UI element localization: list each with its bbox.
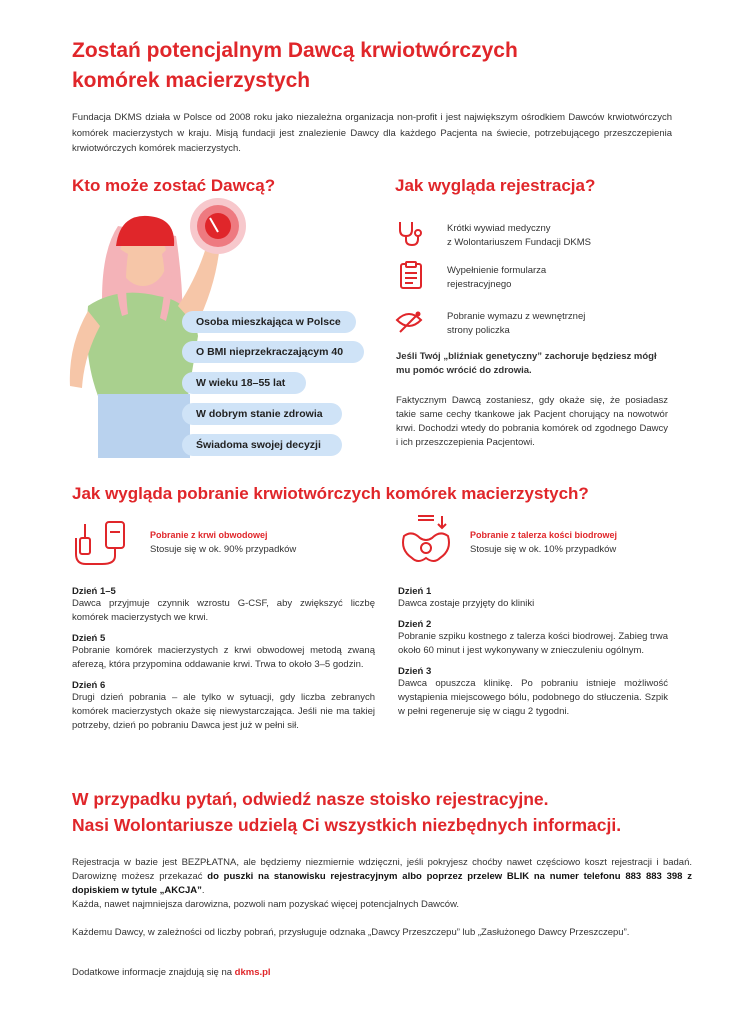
day-text: Pobranie komórek macierzystych z krwi obwodowej metodą zwaną aferezą, która przypomina oddawanie krwi. Trwa to około 3–5 godzin.: [72, 645, 375, 670]
left-method-usage: Stosuje się w ok. 90% przypadków: [150, 544, 297, 555]
day-text: Dawca przyjmuje czynnik wzrostu G-CSF, aby zwiększyć liczbę komórek macierzystych we krwi.: [72, 598, 375, 623]
day-title: Dzień 2: [398, 619, 432, 630]
cta-block: [72, 786, 712, 838]
title-line-2: komórek macierzystych: [72, 69, 311, 92]
more-info: Dodatkowe informacje znajdują się na dkms.pl: [72, 967, 271, 978]
day-text: Dawca zostaje przyjęty do kliniki: [398, 598, 535, 609]
criterion-pill: Świadoma swojej decyzji: [182, 434, 342, 456]
badge-note: Każdemu Dawcy, w zależności od liczby pobrań, przysługuje odznaka „Dawcy Przeszczepu” lub „Zasłużonego Dawcy Przeszczepu”.: [72, 927, 630, 938]
registration-step-1: Krótki wywiad medyczny z Wolontariuszem Fundacji DKMS: [447, 223, 591, 248]
criterion-pill: Osoba mieszkająca w Polsce: [182, 311, 356, 333]
criterion-pill: W dobrym stanie zdrowia: [182, 403, 342, 425]
dkms-link[interactable]: dkms.pl: [234, 967, 271, 978]
day-title: Dzień 5: [72, 633, 106, 644]
collection-heading: Jak wygląda pobranie krwiotwórczych komórek macierzystych?: [72, 484, 589, 503]
cta-line-2: Nasi Wolontariusze udzielą Ci wszystkich niezbędnych informacji.: [72, 815, 622, 835]
criterion-pill: O BMI nieprzekraczającym 40: [182, 341, 364, 363]
cta-line-1: W przypadku pytań, odwiedź nasze stoisko rejestracyjne.: [72, 789, 549, 809]
right-days: [398, 586, 668, 719]
left-method-label: Pobranie z krwi obwodowej: [150, 530, 268, 540]
pelvis-icon: [398, 514, 456, 570]
who-heading: Kto może zostać Dawcą?: [72, 176, 276, 195]
donation-paragraph: Rejestracja w bazie jest BEZPŁATNA, ale będziemy niezmiernie wdzięczni, jeśli pokryjesz choćby nawet częściowo koszt rejestracji i badań. Darowiznę możesz przekazać do puszki na stanowisku rejestracyjnym albo poprzez przelew BLIK na numer telefonu 883 883 398 z dopiskiem w tytule „AKCJA”.: [72, 857, 692, 896]
registration-step-3: Pobranie wymazu z wewnętrznej strony policzka: [447, 311, 586, 336]
form-icon: [396, 260, 426, 290]
registration-heading: Jak wygląda rejestracja?: [395, 176, 596, 195]
blood-bag-icon: [72, 518, 130, 568]
day-text: Drugi dzień pobrania – ale tylko w sytuacji, gdy liczba zebranych komórek macierzystych okaże się niewystarczająca. Jeśli nie ma takiej potrzeby, dzień po pobraniu Dawca jest już w pełni sił.: [72, 692, 375, 731]
registration-note: Faktycznym Dawcą zostaniesz, gdy okaże się, że posiadasz takie same cechy tkankowe jak Pacjent chorujący na nowotwór krwi. Dochodzi wtedy do pobrania komórek od zgodnego Dawcy i ich przeszczepienia Pacjentowi.: [396, 395, 668, 448]
stethoscope-icon: [394, 218, 424, 248]
day-text: Dawca opuszcza klinikę. Po pobraniu istnieje możliwość wystąpienia miejscowego bólu, podobnego do stłuczenia. Szpik w pełni regeneruje się w ciągu 2 tygodni.: [398, 678, 668, 717]
right-method-label: Pobranie z talerza kości biodrowej: [470, 530, 618, 540]
genetic-twin-highlight: Jeśli Twój „bliźniak genetyczny” zachoruje będziesz mógł mu pomóc wrócić do zdrowia.: [396, 351, 657, 376]
day-title: Dzień 3: [398, 666, 432, 677]
day-title: Dzień 1: [398, 586, 432, 597]
left-days: [72, 586, 375, 733]
intro-paragraph: Fundacja DKMS działa w Polsce od 2008 roku jako niezależna organizacja non-profit i jest największym ośrodkiem Dawców krwiotwórczych komórek macierzystych w kraju. Misją fundacji jest znalezienie Dawcy dla każdego Pacjenta na świecie, potrzebującego przeszczepienia krwiotwórczych komórek macierzystych.: [72, 112, 672, 154]
title-line-1: Zostań potencjalnym Dawcą krwiotwórczych: [72, 39, 518, 62]
target-icon: [188, 196, 248, 256]
day-title: Dzień 1–5: [72, 586, 116, 597]
day-title: Dzień 6: [72, 680, 106, 691]
page-title: [72, 36, 632, 96]
right-method-usage: Stosuje się w ok. 10% przypadków: [470, 544, 617, 555]
swab-icon: [394, 306, 424, 336]
criterion-pill: W wieku 18–55 lat: [182, 372, 306, 394]
day-text: Pobranie szpiku kostnego z talerza kości biodrowej. Zabieg trwa około 60 minut i jest wykonywany w znieczuleniu ogólnym.: [398, 631, 668, 656]
donation-note: Każda, nawet najmniejsza darowizna, pozwoli nam pozyskać więcej potencjalnych Dawców.: [72, 899, 460, 910]
registration-step-2: Wypełnienie formularza rejestracyjnego: [447, 265, 547, 290]
